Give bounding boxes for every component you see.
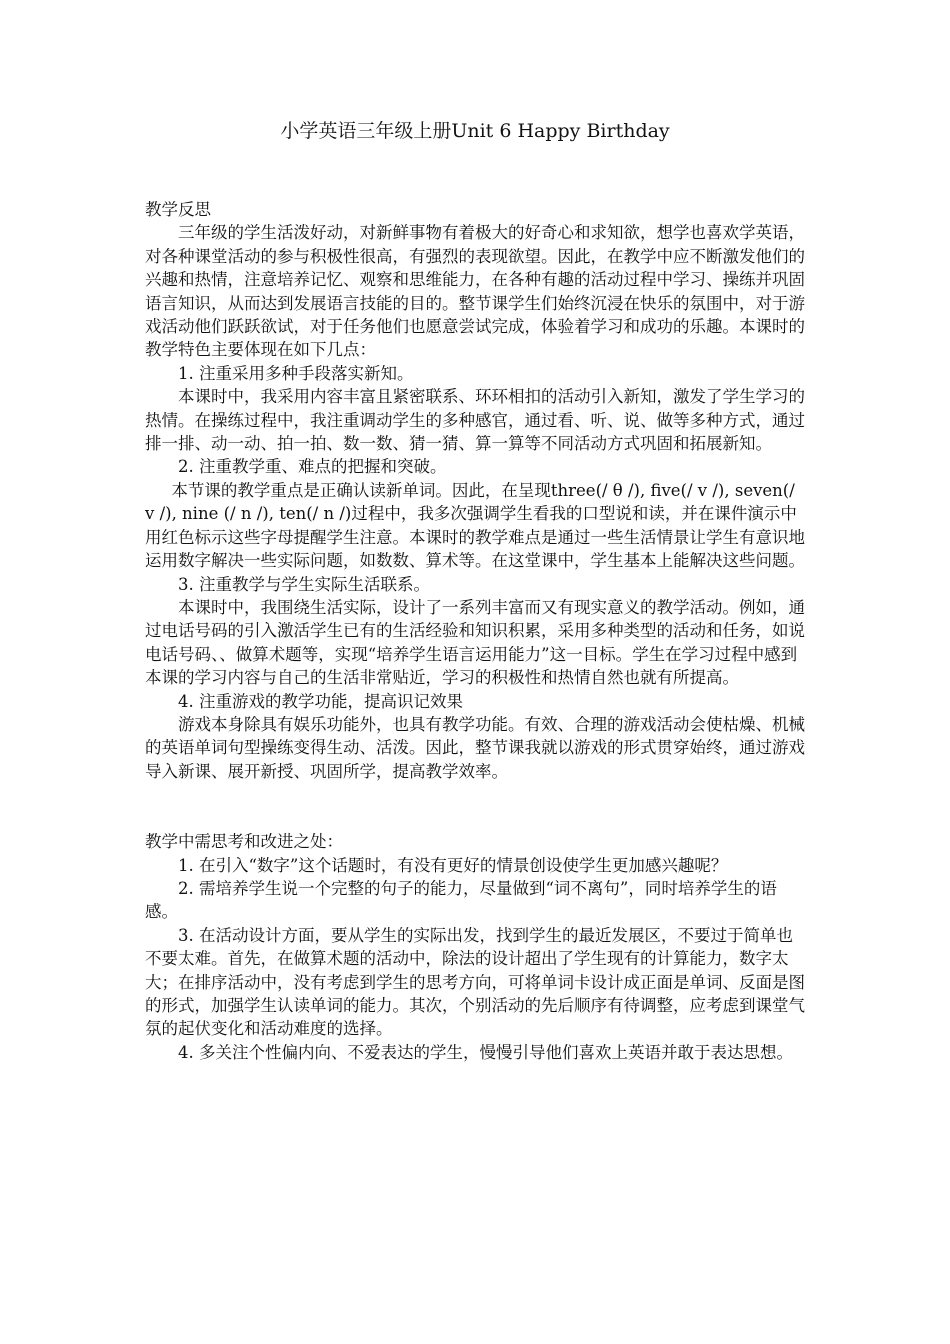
point-3-heading: 3. 注重教学与学生实际生活联系。 — [178, 574, 430, 594]
point-3-paragraph: 本课时中，我围绕生活实际，设计了一系列丰富而又有现实意义的教学活动。例如，通过电话号码的引入激活学生已有的生活经验和知识积累，采用多种类型的活动和任务，如说电话号码、、做算术题等，实现“培养学生语言运用能力”这一目标。学生在学习过程中感到本课的学习内容与自己的生活非常贴近，学习的积极性和热情自然也就有所提高。 — [145, 597, 805, 688]
document-title: 小学英语三年级上册Unit 6 Happy Birthday — [280, 120, 670, 142]
point-1-paragraph: 本课时中，我采用内容丰富且紧密联系、环环相扣的活动引入新知，激发了学生学习的热情。在操练过程中，我注重调动学生的多种感官，通过看、听、说、做等多种方式，通过排一排、动一动、拍一拍、数一数、猜一猜、算一算等不同活动方式巩固和拓展新知。 — [145, 387, 805, 454]
improvement-item-3: 3. 在活动设计方面，要从学生的实际出发，找到学生的最近发展区，不要过于简单也不要太难。首先，在做算术题的活动中，除法的设计超出了学生现有的计算能力，数字太大；在排序活动中，没有考虑到学生的思考方向，可将单词卡设计成正面是单词、反面是图的形式，加强学生认读单词的能力。其次，个别活动的先后顺序有待调整，应考虑到课堂气氛的起伏变化和活动难度的选择。 — [145, 925, 805, 1039]
point-4-heading: 4. 注重游戏的教学功能，提高识记效果 — [178, 691, 463, 711]
point-1-heading: 1. 注重采用多种手段落实新知。 — [178, 363, 414, 383]
reflection-heading: 教学反思 — [145, 200, 211, 219]
point-2-heading: 2. 注重教学重、难点的把握和突破。 — [178, 457, 447, 477]
section-spacer — [145, 783, 807, 830]
improvement-item-4: 4. 多关注个性偏内向、不爱表达的学生，慢慢引导他们喜欢上英语并敢于表达思想。 — [178, 1042, 793, 1062]
point-2-paragraph: 本节课的教学重点是正确认读新单词。因此，在呈现three(/ θ /), five(/ v /), seven(/ v /), nine (/ n /), ten(/ n /)过程中，我多次强调学生看我的口型说和读，并在课件演示中用红色标示这些字母提醒学生注意。本课时的教学难点是通过一些生活情景让学生有意识地运用数字解决一些实际问题，如数数、算术等。在这堂课中，学生基本上能解决这些问题。 — [145, 480, 805, 571]
document-body — [145, 198, 807, 1064]
improvement-heading: 教学中需思考和改进之处： — [145, 832, 343, 852]
improvement-item-2: 2. 需培养学生说一个完整的句子的能力，尽量做到“词不离句”，同时培养学生的语感。 — [145, 878, 777, 922]
reflection-intro-paragraph: 三年级的学生活泼好动，对新鲜事物有着极大的好奇心和求知欲，想学也喜欢学英语，对各种课堂活动的参与积极性很高，有强烈的表现欲望。因此，在教学中应不断激发他们的兴趣和热情，注意培养记忆、观察和思维能力，在各种有趣的活动过程中学习、操练并巩固语言知识，从而达到发展语言技能的目的。整节课学生们始终沉浸在快乐的氛围中，对于游戏活动他们跃跃欲试，对于任务他们也愿意尝试完成，体验着学习和成功的乐趣。本课时的教学特色主要体现在如下几点： — [145, 223, 805, 360]
improvement-item-1: 1. 在引入“数字”这个话题时，有没有更好的情景创设使学生更加感兴趣呢？ — [178, 855, 728, 875]
point-4-paragraph: 游戏本身除具有娱乐功能外，也具有教学功能。有效、合理的游戏活动会使枯燥、机械的英语单词句型操练变得生动、活泼。因此，整节课我就以游戏的形式贯穿始终，通过游戏导入新课、展开新授、巩固所学，提高教学效率。 — [145, 714, 805, 781]
